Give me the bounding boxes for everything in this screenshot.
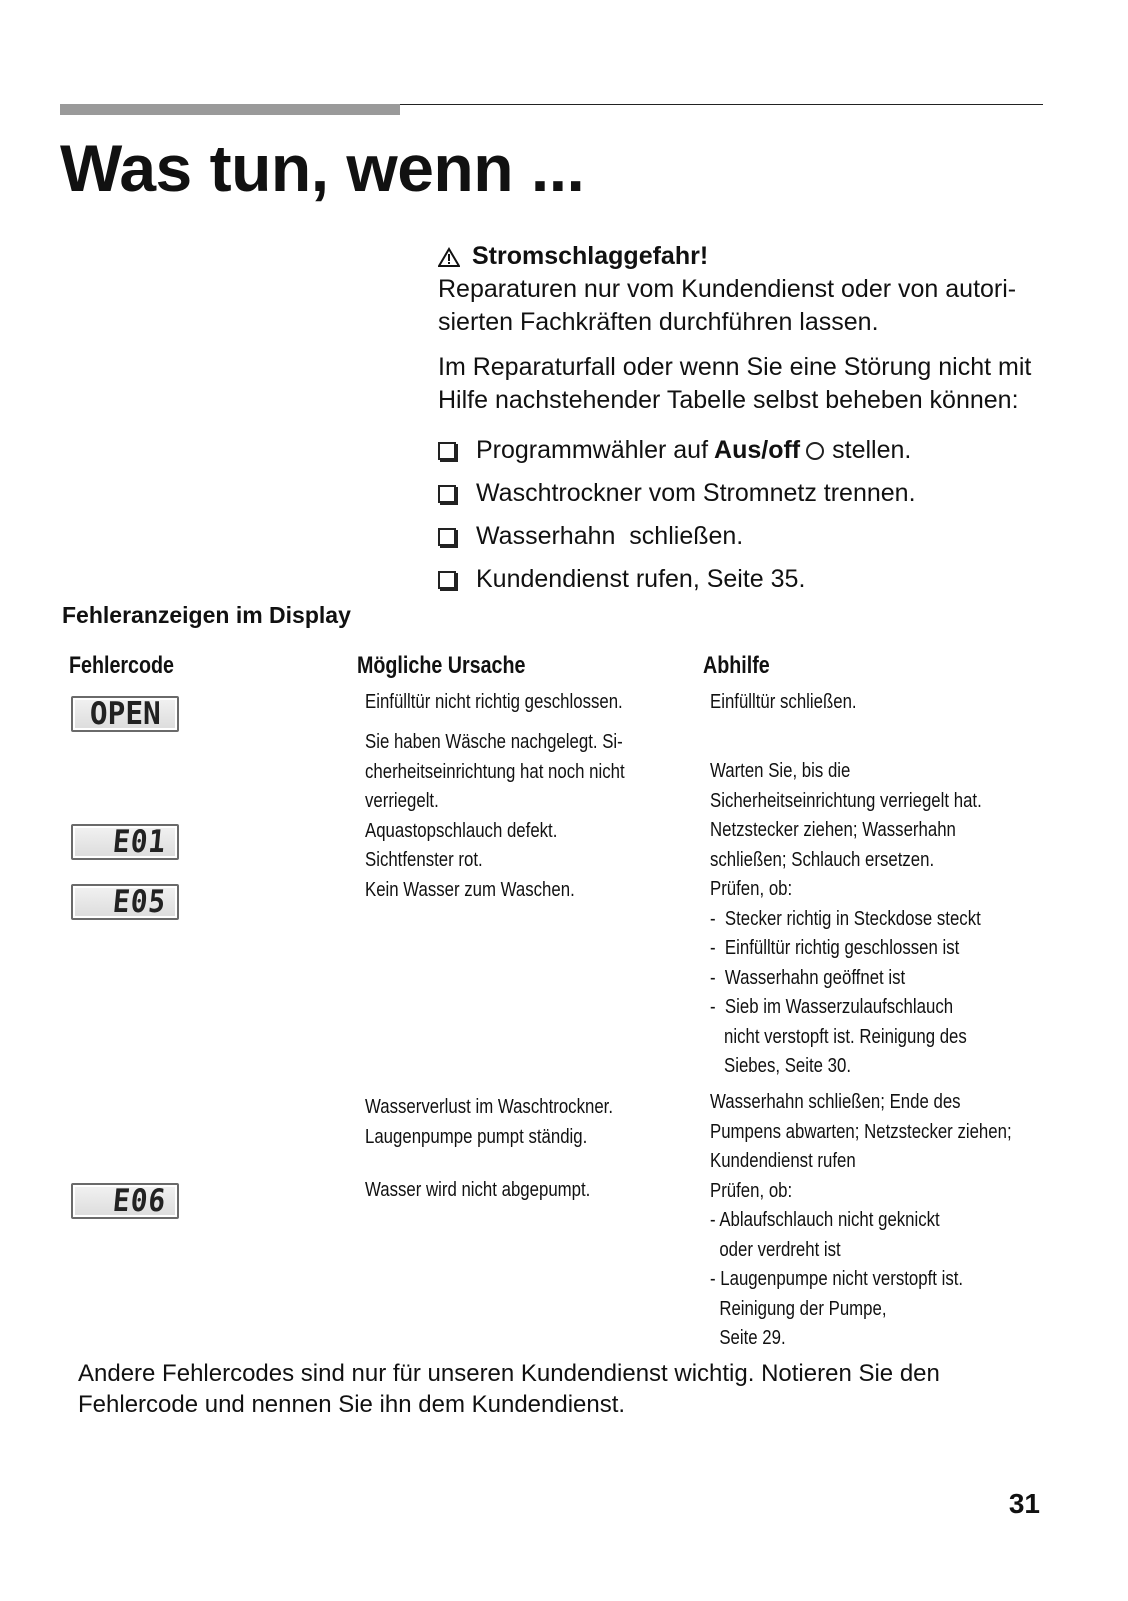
column-header-cause: Mögliche Ursache <box>357 652 526 679</box>
column-header-remedy: Abhilfe <box>703 652 770 679</box>
warning-text-line1: Reparaturen nur vom Kundendienst oder von autori- <box>438 275 1017 303</box>
footer-line1: Andere Fehlercodes sind nur für unseren Kundendienst wichtig. Notieren Sie den <box>78 1360 940 1387</box>
display-code-e06: E06 <box>71 1183 179 1219</box>
footer-note <box>78 1358 1038 1420</box>
warning-block <box>438 240 1058 601</box>
intro-line2: Hilfe nachstehender Tabelle selbst beheben können: <box>438 386 1019 414</box>
footer-line2: Fehlercode und nennen Sie ihn dem Kundendienst. <box>78 1391 626 1418</box>
display-code-e01: E01 <box>71 824 179 860</box>
checkbox-icon <box>438 485 456 503</box>
checkbox-icon <box>438 442 456 460</box>
warning-heading-text: Stromschlaggefahr! <box>472 242 709 270</box>
display-code-e05: E05 <box>71 884 179 920</box>
warning-heading <box>438 240 1058 273</box>
cause-cell: Wasser wird nicht abgepumpt. <box>365 1179 591 1201</box>
checkbox-icon <box>438 528 456 546</box>
intro-line1: Im Reparaturfall oder wenn Sie eine Störung nicht mit <box>438 353 1032 381</box>
page-number: 31 <box>1008 1488 1040 1519</box>
aus-off-label: Aus/off <box>714 436 801 464</box>
page-title: Was tun, wenn ... <box>60 131 585 205</box>
checklist-item: Waschtrockner vom Stromnetz trennen. <box>438 472 1058 515</box>
display-code-open: OPEN <box>71 696 179 732</box>
checklist-item: Wasserhahn schließen. <box>438 515 1058 558</box>
section-title: Fehleranzeigen im Display <box>62 602 351 628</box>
warning-text-line2: sierten Fachkräften durchführen lassen. <box>438 308 879 336</box>
header-accent-bar <box>60 104 400 115</box>
checklist <box>438 429 1058 601</box>
cause-cell: Sie haben Wäsche nachgelegt. Si- cherheitseinrichtung hat noch nicht verriegelt. Aquastopschlauch defekt. Sichtfenster rot. Kein Wasser zum Waschen. <box>365 731 625 901</box>
checklist-item: Kundendienst rufen, Seite 35. <box>438 558 1058 601</box>
column-header-code: Fehlercode <box>69 652 174 679</box>
checklist-item: Programmwähler auf Aus/off stellen. <box>438 429 1058 472</box>
warning-triangle-icon <box>438 247 460 267</box>
off-circle-icon <box>806 442 824 460</box>
checkbox-icon <box>438 571 456 589</box>
intro-text <box>438 351 1058 417</box>
remedy-cell: Warten Sie, bis die Sicherheitseinrichtung verriegelt hat. Netzstecker ziehen; Wasserhahn schließen; Schlauch ersetzen. Prüfen, ob: - Stecker richtig in Steckdose steckt - Einfülltür richtig geschlossen ist - Wasserhahn geöffnet ist - Sieb im Wasserzulaufschlauch nicht verstopft ist. Reinigung des Siebes, Seite 30. <box>710 760 982 1077</box>
cause-cell: Wasserverlust im Waschtrockner. Laugenpumpe pumpt ständig. <box>365 1096 614 1148</box>
cause-cell: Einfülltür nicht richtig geschlossen. <box>365 691 623 713</box>
remedy-cell: Einfülltür schließen. <box>710 691 857 713</box>
warning-text <box>438 273 1058 339</box>
remedy-cell: Wasserhahn schließen; Ende des Pumpens abwarten; Netzstecker ziehen; Kundendienst rufen Prüfen, ob: - Ablaufschlauch nicht geknickt oder verdreht ist - Laugenpumpe nicht verstopft ist. Reinigung der Pumpe, Seite 29. <box>710 1091 1012 1349</box>
